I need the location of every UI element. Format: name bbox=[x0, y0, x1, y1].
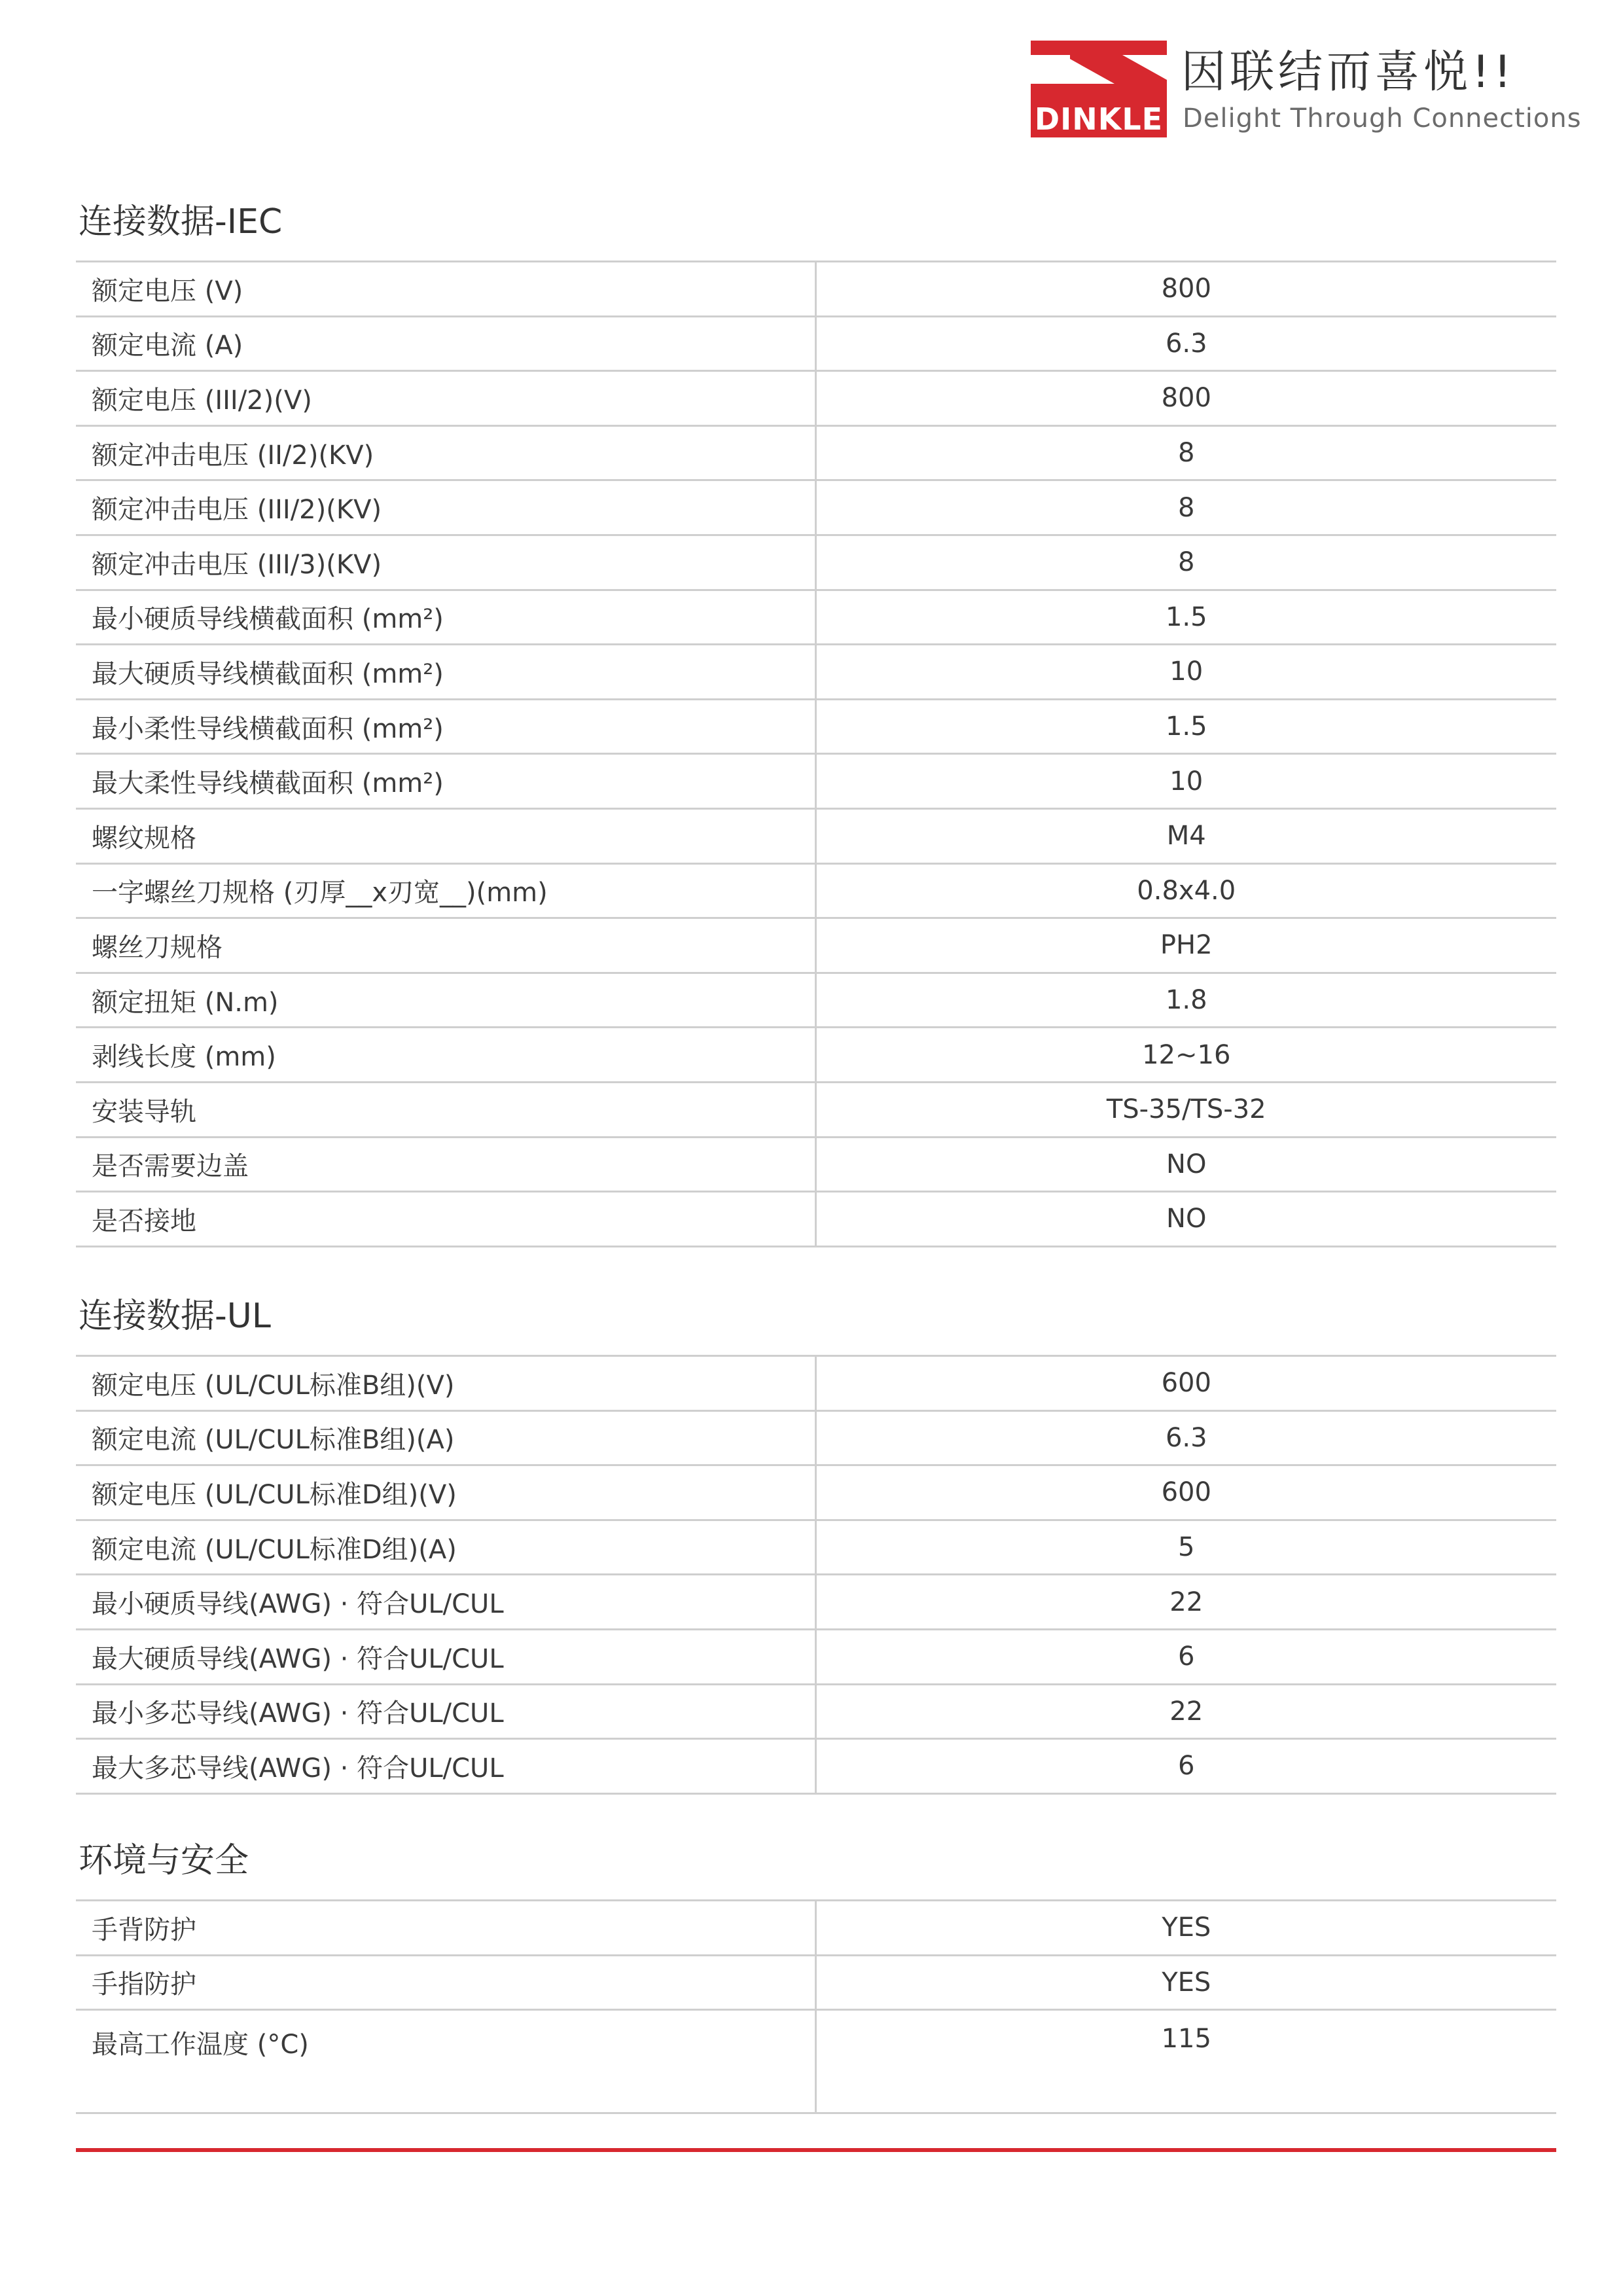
spec-value: 6.3 bbox=[815, 1410, 1556, 1465]
spec-value: 6 bbox=[815, 1739, 1556, 1794]
spec-value: NO bbox=[815, 1137, 1556, 1192]
spec-label: 额定电压 (UL/CUL标准D组)(V) bbox=[76, 1465, 815, 1520]
spec-label: 安装导轨 bbox=[76, 1082, 815, 1137]
spec-value: M4 bbox=[815, 808, 1556, 863]
spec-label: 手指防护 bbox=[76, 1955, 815, 2010]
spec-value: TS-35/TS-32 bbox=[815, 1082, 1556, 1137]
spec-row bbox=[76, 425, 1556, 480]
spec-row bbox=[76, 1575, 1556, 1630]
spec-row bbox=[76, 535, 1556, 590]
logo-red-block bbox=[1031, 41, 1167, 98]
spec-label: 额定扭矩 (N.m) bbox=[76, 973, 815, 1028]
spec-value: 0.8x4.0 bbox=[815, 863, 1556, 918]
spec-value: 6.3 bbox=[815, 316, 1556, 371]
dinkle-logo-mark bbox=[1031, 41, 1167, 137]
spec-label: 额定电流 (UL/CUL标准B组)(A) bbox=[76, 1410, 815, 1465]
spec-value: 1.5 bbox=[815, 590, 1556, 645]
spec-row bbox=[76, 480, 1556, 535]
spec-label: 最小多芯导线(AWG) · 符合UL/CUL bbox=[76, 1684, 815, 1739]
section-title-iec: 连接数据-IEC bbox=[79, 202, 283, 242]
spec-value: 600 bbox=[815, 1356, 1556, 1411]
spec-value: 800 bbox=[815, 371, 1556, 426]
section-title-ul: 连接数据-UL bbox=[79, 1297, 271, 1336]
spec-label: 一字螺丝刀规格 (刃厚__x刃宽__)(mm) bbox=[76, 863, 815, 918]
spec-label: 手背防护 bbox=[76, 1901, 815, 1956]
spec-value: 12~16 bbox=[815, 1028, 1556, 1083]
spec-label: 最大多芯导线(AWG) · 符合UL/CUL bbox=[76, 1739, 815, 1794]
section-title-safety: 环境与安全 bbox=[79, 1841, 249, 1880]
spec-label: 额定电流 (A) bbox=[76, 316, 815, 371]
spec-row bbox=[76, 1684, 1556, 1739]
logo-brand-text: DINKLE bbox=[1034, 101, 1164, 137]
spec-row bbox=[76, 316, 1556, 371]
spec-label: 额定冲击电压 (III/3)(KV) bbox=[76, 535, 815, 590]
spec-row bbox=[76, 1137, 1556, 1192]
spec-value: 8 bbox=[815, 425, 1556, 480]
spec-label: 剥线长度 (mm) bbox=[76, 1028, 815, 1083]
spec-label: 最大硬质导线横截面积 (mm²) bbox=[76, 645, 815, 700]
spec-label: 最小柔性导线横截面积 (mm²) bbox=[76, 699, 815, 754]
spec-row bbox=[76, 699, 1556, 754]
spec-row bbox=[76, 371, 1556, 426]
spec-row bbox=[76, 1629, 1556, 1684]
spec-row bbox=[76, 1082, 1556, 1137]
slogan-english: Delight Through Connections bbox=[1183, 103, 1582, 134]
spec-value: 600 bbox=[815, 1465, 1556, 1520]
spec-table-ul bbox=[76, 1355, 1556, 1795]
spec-label: 最大硬质导线(AWG) · 符合UL/CUL bbox=[76, 1629, 815, 1684]
brand-logo bbox=[1031, 41, 1582, 142]
spec-row bbox=[76, 645, 1556, 700]
spec-row bbox=[76, 1901, 1556, 1956]
spec-label: 额定电压 (V) bbox=[76, 262, 815, 317]
spec-label: 最小硬质导线(AWG) · 符合UL/CUL bbox=[76, 1575, 815, 1630]
spec-table-safety bbox=[76, 1899, 1556, 2114]
spec-value: 22 bbox=[815, 1575, 1556, 1630]
spec-row bbox=[76, 590, 1556, 645]
spec-label: 是否接地 bbox=[76, 1192, 815, 1247]
spec-row bbox=[76, 863, 1556, 918]
spec-value: NO bbox=[815, 1192, 1556, 1247]
spec-row bbox=[76, 973, 1556, 1028]
spec-row bbox=[76, 754, 1556, 809]
spec-row bbox=[76, 1028, 1556, 1083]
spec-row bbox=[76, 2010, 1556, 2113]
spec-row bbox=[76, 808, 1556, 863]
spec-label: 最高工作温度 (°C) bbox=[76, 2010, 815, 2113]
spec-value: 10 bbox=[815, 754, 1556, 809]
spec-label: 额定电流 (UL/CUL标准D组)(A) bbox=[76, 1520, 815, 1575]
spec-row bbox=[76, 1192, 1556, 1247]
spec-label: 最大柔性导线横截面积 (mm²) bbox=[76, 754, 815, 809]
spec-label: 是否需要边盖 bbox=[76, 1137, 815, 1192]
spec-value: 1.5 bbox=[815, 699, 1556, 754]
spec-row bbox=[76, 262, 1556, 317]
spec-row bbox=[76, 1739, 1556, 1794]
spec-row bbox=[76, 918, 1556, 973]
spec-value: 10 bbox=[815, 645, 1556, 700]
spec-value: 5 bbox=[815, 1520, 1556, 1575]
spec-value: 22 bbox=[815, 1684, 1556, 1739]
spec-label: 螺丝刀规格 bbox=[76, 918, 815, 973]
spec-row bbox=[76, 1520, 1556, 1575]
spec-label: 最小硬质导线横截面积 (mm²) bbox=[76, 590, 815, 645]
spec-table-iec bbox=[76, 260, 1556, 1247]
spec-row bbox=[76, 1955, 1556, 2010]
spec-value: 8 bbox=[815, 535, 1556, 590]
logo-stripe-icon bbox=[1031, 41, 1167, 98]
spec-value: 8 bbox=[815, 480, 1556, 535]
spec-row bbox=[76, 1356, 1556, 1411]
spec-label: 额定电压 (III/2)(V) bbox=[76, 371, 815, 426]
spec-value: YES bbox=[815, 1901, 1556, 1956]
spec-value: 6 bbox=[815, 1629, 1556, 1684]
spec-label: 额定电压 (UL/CUL标准B组)(V) bbox=[76, 1356, 815, 1411]
spec-value: YES bbox=[815, 1955, 1556, 2010]
spec-label: 额定冲击电压 (III/2)(KV) bbox=[76, 480, 815, 535]
spec-value: 115 bbox=[815, 2010, 1556, 2113]
spec-value: PH2 bbox=[815, 918, 1556, 973]
spec-label: 螺纹规格 bbox=[76, 808, 815, 863]
spec-label: 额定冲击电压 (II/2)(KV) bbox=[76, 425, 815, 480]
slogan-chinese: 因联结而喜悦!! bbox=[1181, 46, 1516, 98]
spec-value: 1.8 bbox=[815, 973, 1556, 1028]
spec-value: 800 bbox=[815, 262, 1556, 317]
spec-row bbox=[76, 1465, 1556, 1520]
footer-red-rule bbox=[76, 2148, 1556, 2152]
spec-row bbox=[76, 1410, 1556, 1465]
